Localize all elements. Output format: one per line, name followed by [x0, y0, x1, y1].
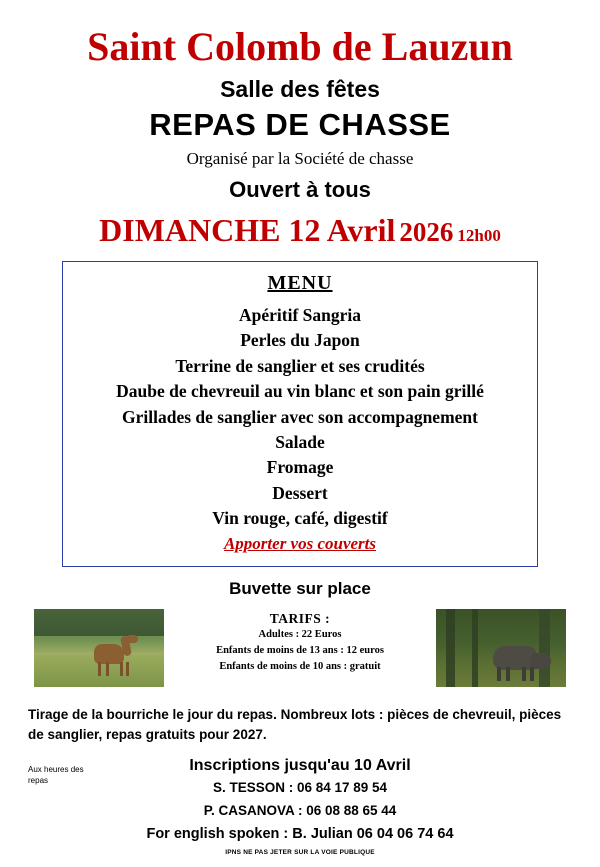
contact-line: S. TESSON : 06 84 17 89 54	[212, 779, 388, 795]
bring-cutlery-note: Apporter vos couverts	[223, 534, 377, 554]
menu-box	[62, 261, 538, 567]
menu-item: Salade	[275, 431, 325, 452]
menu-heading: MENU	[267, 272, 333, 294]
open-to-all-label: Ouvert à tous	[229, 177, 371, 202]
contact-line: P. CASANOVA : 06 08 88 65 44	[203, 803, 397, 819]
legal-notice: IPNS NE PAS JETER SUR LA VOIE PUBLIQUE	[225, 849, 375, 857]
price-line: Adultes : 22 Euros	[258, 629, 342, 641]
meal-hours-note: Aux heures des repas	[28, 765, 84, 786]
menu-item: Terrine de sanglier et ses crudités	[175, 355, 425, 376]
prices-title: TARIFS :	[269, 611, 331, 627]
event-time: 12h00	[457, 226, 501, 245]
poster	[0, 26, 600, 867]
page-title: Saint Colomb de Lauzun	[87, 24, 513, 69]
event-date-year: 2026	[399, 217, 454, 247]
venue-label: Salle des fêtes	[220, 76, 380, 102]
organizer-label: Organisé par la Société de chasse	[186, 149, 414, 168]
registration-deadline: Inscriptions jusqu'au 10 Avril	[189, 756, 411, 774]
menu-item: Vin rouge, café, digestif	[212, 508, 388, 528]
menu-item: Dessert	[272, 482, 328, 503]
menu-item: Daube de chevreuil au vin blanc et son pain grillé	[116, 381, 484, 402]
menu-item: Fromage	[266, 457, 334, 478]
photos-and-prices-row	[0, 609, 600, 689]
event-date-day: DIMANCHE 12 Avril	[99, 212, 396, 248]
price-line: Enfants de moins de 13 ans : 12 euros	[216, 645, 384, 657]
menu-item: Apéritif Sangria	[238, 305, 361, 325]
english-contact-line: For english spoken : B. Julian 06 04 06 74 64	[146, 826, 454, 843]
event-date	[0, 212, 600, 249]
price-line: Enfants de moins de 10 ans : gratuit	[219, 660, 381, 672]
raffle-text: Tirage de la bourriche le jour du repas. Nombreux lots : pièces de chevreuil, pièces de sanglier, repas gratuits pour 2027.	[28, 707, 562, 742]
menu-item: Grillades de sanglier avec son accompagnement	[122, 406, 478, 427]
buvette-label: Buvette sur place	[229, 579, 371, 599]
event-title: REPAS DE CHASSE	[149, 107, 451, 142]
boar-photo	[436, 609, 566, 687]
menu-item: Perles du Japon	[240, 330, 360, 351]
